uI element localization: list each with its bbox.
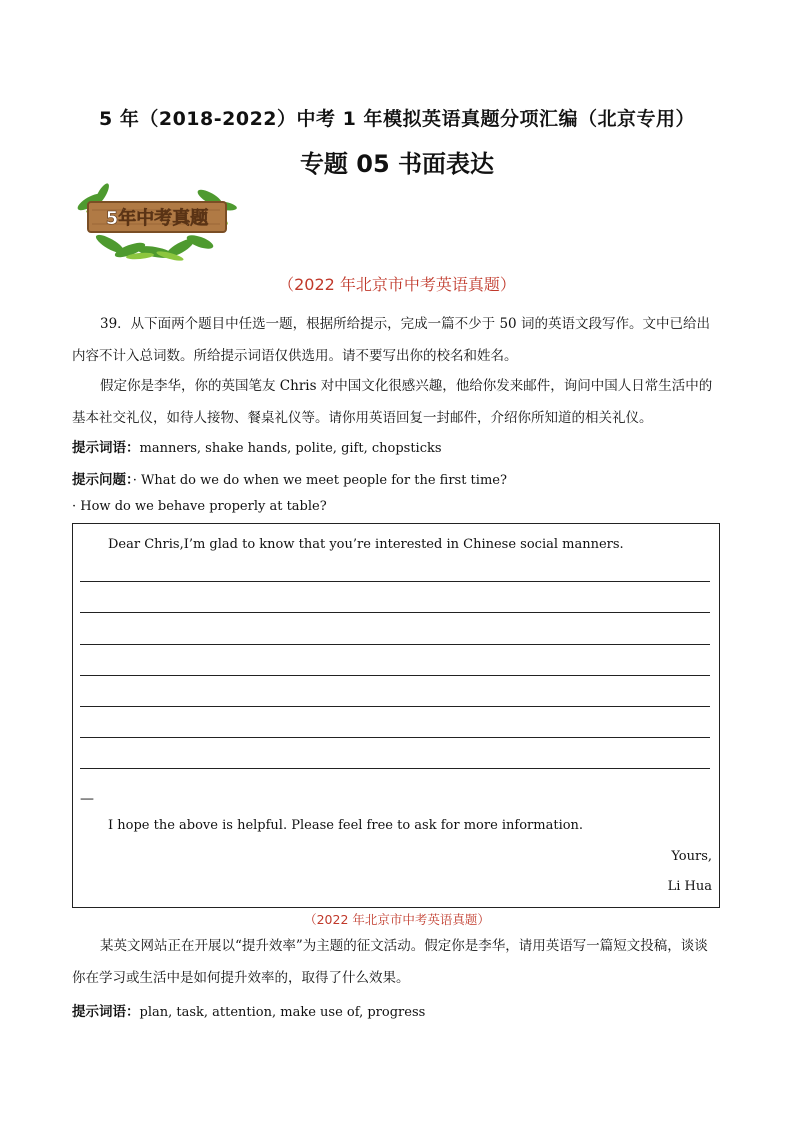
letter-sign-off: Yours, [671,849,712,864]
writing-line[interactable] [80,675,710,676]
hint-questions-label: 提示问题： [72,472,133,488]
writing-line[interactable] [80,706,710,707]
document-title: 5 年（2018-2022）中考 1 年模拟英语真题分项汇编（北京专用） [99,108,695,130]
task-instructions: 39．从下面两个题目中任选一题，根据所给提示，完成一篇不少于 50 词的英语文段写作。文中已给出内容不计入总词数。所给提示词语仅供选用。请不要写出你的校名和姓名。 [72,316,710,364]
hint-words [72,436,442,456]
letter-signature: Li Hua [667,879,712,894]
hint-question-1: · What do we do when we meet people for the first time? [132,473,507,488]
hint-words-text-2: plan, task, attention, make use of, progress [139,1005,426,1020]
hint-question-2: · How do we behave properly at table? [72,499,327,514]
section-heading-2: （2022 年北京市中考英语真题） [304,912,490,927]
task-prompt: 假定你是李华，你的英国笔友 Chris 对中国文化很感兴趣，他给你发来邮件，询问中国人日常生活中的基本社交礼仪，如待人接物、餐桌礼仪等。请你用英语回复一封邮件，介绍你所知道的相关礼仪。 [72,378,713,426]
hint-words-text: manners, shake hands, polite, gift, chopsticks [139,441,442,456]
writing-line[interactable] [80,737,710,738]
letter-closing: I hope the above is helpful. Please feel free to ask for more information. [108,818,584,833]
writing-line[interactable] [80,768,710,769]
letter-dash: — [80,791,94,807]
task-prompt-2: 某英文网站正在开展以“提升效率”为主题的征文活动。假定你是李华，请用英语写一篇短文投稿，谈谈你在学习或生活中是如何提升效率的，取得了什么效果。 [72,938,708,986]
writing-line[interactable] [80,581,710,582]
hint-words-label-2: 提示词语： [72,1004,140,1020]
leaf-sign-icon [70,182,240,262]
section-heading: （2022 年北京市中考英语真题） [278,275,516,294]
svg-text:5年中考真题: 5年中考真题 [105,208,209,229]
hint-words-2 [72,1000,425,1020]
letter-opening: Dear Chris,I’m glad to know that you’re interested in Chinese social manners. [108,537,624,552]
writing-line[interactable] [80,644,710,645]
section-badge [70,182,240,262]
hint-questions [72,468,507,488]
hint-words-label: 提示词语： [72,440,140,456]
topic-title: 专题 05 书面表达 [299,150,495,178]
writing-line[interactable] [80,612,710,613]
